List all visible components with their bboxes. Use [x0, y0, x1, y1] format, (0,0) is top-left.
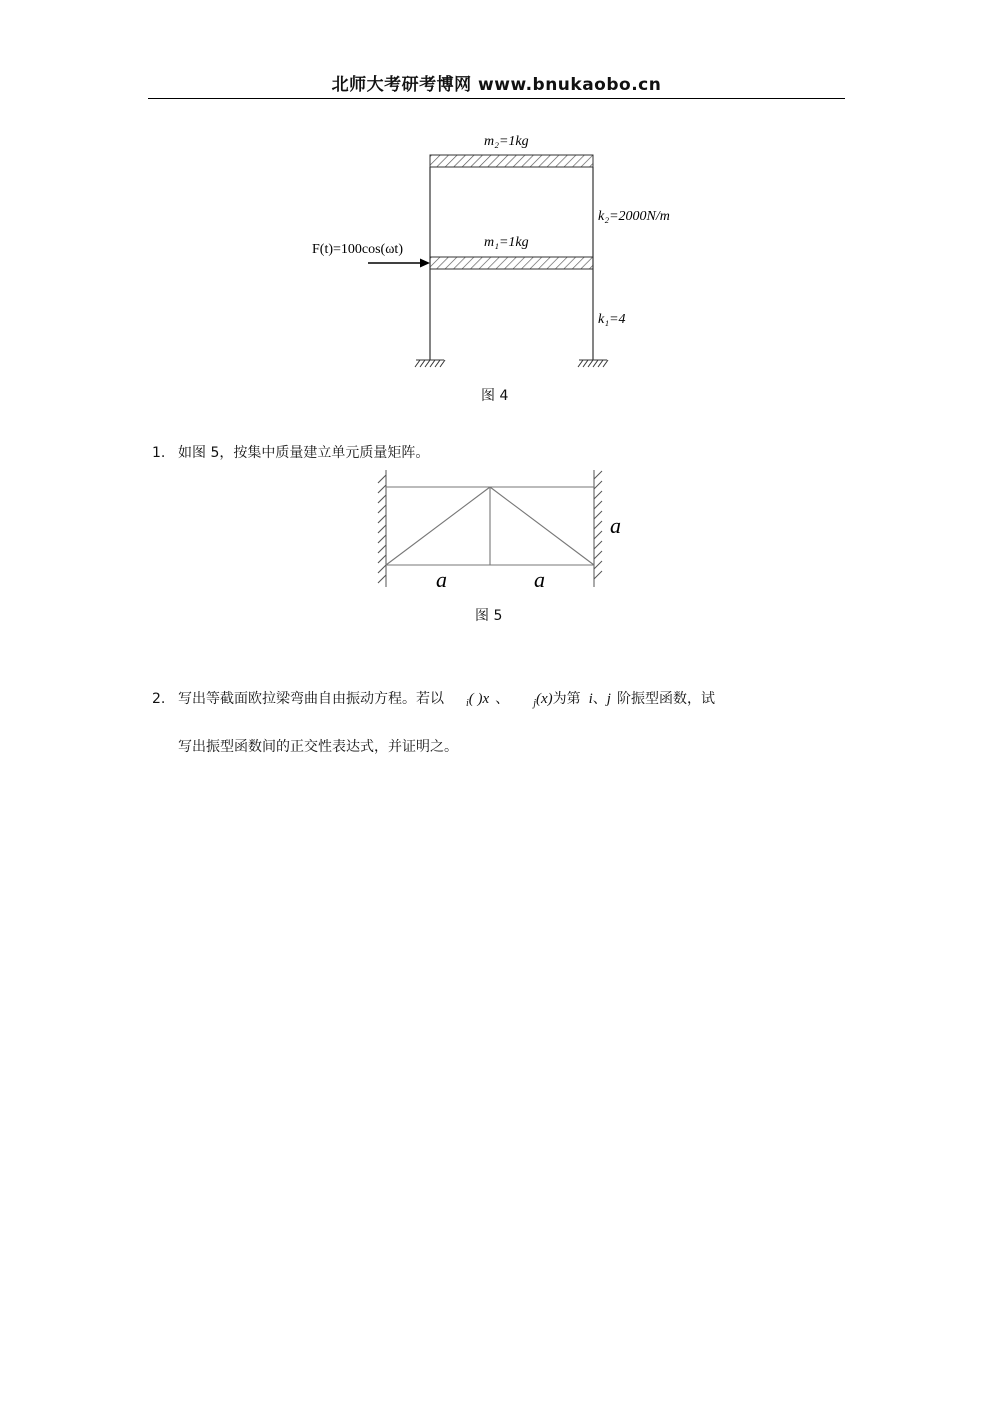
lower-floor-mass-m1 [430, 257, 593, 269]
question-1-text: 如图 5，按集中质量建立单元质量矩阵。 [178, 445, 430, 461]
figure-4-caption: 图 4 [481, 388, 509, 404]
upper-floor-mass-m2 [430, 155, 593, 167]
figure-4-frame-diagram [300, 125, 700, 375]
truss-members [386, 487, 594, 565]
dimension-bottom-left: a [436, 567, 447, 592]
k1-label: k₁=4 [598, 312, 626, 327]
dimension-right: a [610, 513, 621, 538]
enumeration-mark-2: 、 [592, 691, 607, 707]
left-wall [378, 470, 386, 587]
i-variable: i [588, 691, 593, 707]
dimension-bottom-right: a [534, 567, 545, 592]
left-fixed-support [415, 360, 445, 367]
page-header: 北师大考研考博网 www.bnukaobo.cn [331, 75, 662, 95]
question-2-line-2: 写出振型函数间的正交性表达式，并证明之。 [178, 739, 458, 755]
header-rule [148, 98, 845, 99]
force-arrow-head [420, 259, 430, 268]
figure-5-truss-diagram [370, 465, 640, 595]
j-variable: j [606, 691, 611, 707]
enumeration-mark-1: 、 [495, 691, 510, 707]
question-2-number: 2. [152, 691, 166, 707]
phi-i-subscript: i [466, 698, 469, 709]
phi-j-subscript: j [533, 698, 536, 709]
question-2-text-a: 写出等截面欧拉梁弯曲自由振动方程。若以 [178, 691, 444, 707]
question-2-text-c: 阶振型函数，试 [616, 691, 715, 707]
right-fixed-support [578, 360, 608, 367]
k2-label: k₂=2000N/m [598, 209, 670, 224]
phi-j-argument: (x) [535, 691, 553, 707]
right-wall [594, 470, 602, 587]
phi-i-argument: ( )x [468, 691, 490, 707]
question-1 [152, 442, 429, 462]
question-2-text-b: 为第 [552, 691, 581, 707]
m1-label: m₁=1kg [484, 235, 529, 250]
question-2-line-1 [152, 688, 715, 709]
question-1-number: 1. [152, 445, 166, 461]
force-label: F(t)=100cos(ωt) [312, 242, 403, 257]
m2-label: m₂=1kg [484, 134, 529, 149]
figure-5-caption: 图 5 [475, 608, 503, 624]
